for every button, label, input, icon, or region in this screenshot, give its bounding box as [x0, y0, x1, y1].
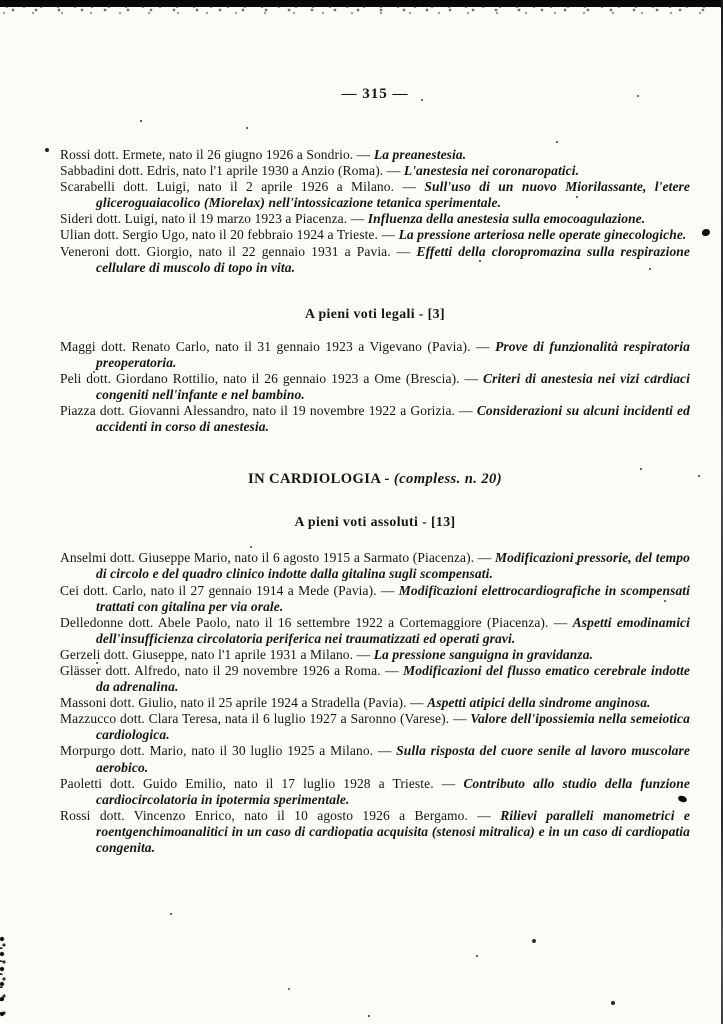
doctor-entry — [60, 163, 690, 179]
entry-text: Maggi dott. Renato Carlo, nato il 31 gennaio 1923 a Vigevano (Pavia). — — [60, 338, 490, 354]
doctor-entry — [60, 743, 690, 775]
legali-entries-list — [60, 339, 690, 436]
entry-text: Cei dott. Carlo, nato il 27 gennaio 1914 a Mede (Pavia). — — [60, 582, 395, 598]
thesis-title: Effetti della cloropromazina sulla respirazione cellulare di muscolo di topo in vita. — [96, 243, 691, 275]
entry-text: Mazzucco dott. Clara Teresa, nata il 6 luglio 1927 a Saronno (Varese). — — [60, 711, 467, 727]
thesis-title: L'anestesia nei coronaropatici. — [403, 163, 580, 179]
entry-text: Veneroni dott. Giorgio, nato il 22 gennaio 1931 a Pavia. — — [60, 243, 411, 259]
thesis-title: Rilievi paralleli manometrici e roentgenchimoanalitici in un caso di cardiopatia acquisita (stenosi mitralica) e in un caso di cardiopatia congenita. — [96, 807, 690, 855]
doctor-entry — [60, 776, 690, 808]
doctor-entry — [60, 647, 690, 663]
doctor-entry — [60, 711, 690, 743]
scan-left-edge-smudge — [0, 936, 8, 1024]
thesis-title: Prove di funzionalità respiratoria preoperatoria. — [96, 338, 690, 370]
thesis-title: La pressione sanguigna in gravidanza. — [373, 646, 594, 662]
entry-text: Rossi dott. Vincenzo Enrico, nato il 10 agosto 1926 a Bergamo. — — [60, 807, 491, 823]
entry-text: Rossi dott. Ermete, nato il 26 giugno 1926 a Sondrio. — — [60, 147, 371, 162]
doctor-entry — [60, 663, 690, 695]
entry-text: Scarabelli dott. Luigi, nato il 2 aprile 1926 a Milano. — — [60, 179, 417, 195]
entry-text: Anselmi dott. Giuseppe Mario, nato il 6 agosto 1915 a Sarmato (Piacenza). — — [60, 550, 492, 566]
doctor-entry — [60, 583, 690, 615]
doctor-entry — [60, 403, 690, 435]
thesis-title: Contributo allo studio della funzione cardiocircolatoria in ipotermia sperimentale. — [96, 775, 690, 807]
thesis-title: Modificazioni pressorie, del tempo di circolo e del quadro clinico indotte dalla gitalina sugli scompensati. — [96, 550, 690, 582]
section-heading-legali: A pieni voti legali - [3] — [305, 305, 445, 321]
doctor-entry — [60, 550, 690, 582]
page-number: — 315 — — [341, 86, 409, 102]
thesis-title: Modificazioni del flusso ematico cerebrale indotte da adrenalina. — [96, 662, 690, 695]
thesis-title: Valore dell'ipossiemia nella semeiotica cardiologica. — [96, 711, 690, 743]
entry-text: Gerzeli dott. Giuseppe, nato l'1 aprile 1931 a Milano. — — [60, 646, 371, 662]
thesis-title: Criteri di anestesia nei vizi cardiaci congeniti nell'infante e nel bambino. — [96, 370, 691, 403]
entry-text: Morpurgo dott. Mario, nato il 30 luglio 1925 a Milano. — — [60, 743, 392, 759]
entry-text: Sabbadini dott. Edris, nato l'1 aprile 1930 a Anzio (Roma). — — [60, 163, 401, 179]
thesis-title: Aspetti emodinamici dell'insufficienza circolatoria periferica nei traumatizzati ed operati gravi. — [96, 614, 690, 646]
entry-text: Sideri dott. Luigi, nato il 19 marzo 1923 a Piacenza. — — [60, 211, 365, 227]
thesis-title: Considerazioni su alcuni incidenti ed accidenti in corso di anestesia. — [96, 403, 690, 435]
heading-cardiologia-main: IN CARDIOLOGIA - — [247, 471, 390, 488]
ink-blob — [702, 229, 710, 236]
thesis-title: Aspetti atipici della sindrome anginosa. — [427, 695, 651, 711]
doctor-entry — [60, 244, 690, 276]
doctor-entry — [60, 695, 690, 711]
entry-text: Massoni dott. Giulio, nato il 25 aprile 1924 a Stradella (Pavia). — — [60, 695, 424, 711]
entry-text: Paoletti dott. Guido Emilio, nato il 17 luglio 1928 a Trieste. — — [60, 775, 456, 791]
entry-text: Ulian dott. Sergio Ugo, nato il 20 febbraio 1924 a Trieste. — — [60, 227, 396, 243]
doctor-entry — [60, 371, 690, 403]
doctor-entry — [60, 339, 690, 371]
doctor-entry — [60, 615, 690, 647]
entry-text: Piazza dott. Giovanni Alessandro, nato il 19 novembre 1922 a Gorizia. — — [60, 403, 473, 419]
dust-specks — [0, 0, 2, 2]
section-heading-assoluti: A pieni voti assoluti - [13] — [294, 514, 456, 530]
thesis-title: La pressione arteriosa nelle operate ginecologiche. — [398, 227, 687, 243]
thesis-title: La preanestesia. — [373, 147, 467, 162]
anesthesia-entries-list — [60, 147, 690, 276]
heading-cardiologia-detail: (compless. n. 20) — [393, 471, 502, 488]
doctor-entry — [60, 147, 690, 163]
doctor-entry — [60, 808, 690, 856]
thesis-title: Sulla risposta del cuore senile al lavoro muscolare aerobico. — [96, 743, 690, 775]
entry-text: Delledonne dott. Abele Paolo, nato il 16 settembre 1922 a Cortemaggiore (Piacenza). — — [60, 614, 568, 630]
thesis-title: Influenza della anestesia sulla emocoagulazione. — [367, 211, 646, 227]
page-content — [60, 0, 690, 856]
entry-text: Peli dott. Giordano Rottilio, nato il 26 gennaio 1923 a Ome (Brescia). — — [60, 370, 479, 386]
doctor-entry — [60, 211, 690, 227]
section-heading-cardiologia — [60, 471, 690, 488]
entry-text: Glässer dott. Alfredo, nato il 29 novembre 1926 a Roma. — — [60, 662, 399, 678]
doctor-entry — [60, 227, 690, 243]
cardiologia-entries-list — [60, 550, 690, 856]
thesis-title: Sull'uso di un nuovo Miorilassante, l'etere gliceroguaiacolico (Miorelax) nell'intossicazione tetanica sperimentale. — [96, 179, 690, 211]
doctor-entry — [60, 179, 690, 211]
thesis-title: Modificazioni elettrocardiografiche in scompensati trattati con gitalina per via orale. — [96, 582, 690, 614]
